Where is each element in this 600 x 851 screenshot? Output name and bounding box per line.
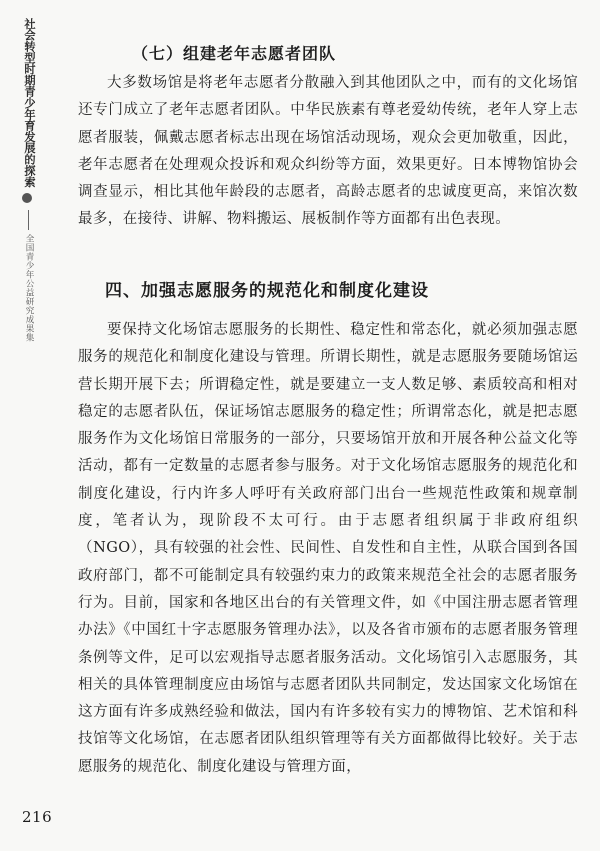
sidebar-bullet [22, 193, 32, 203]
subsection-heading: （七）组建老年志愿者团队 [132, 44, 337, 63]
sidebar-book-title: 社会转型时期青少年育发展的探索 [23, 18, 36, 188]
page-number: 216 [22, 808, 53, 826]
section-heading: 四、加强志愿服务的规范化和制度化建设 [105, 281, 429, 301]
section-paragraph: 要保持文化场馆志愿服务的长期性、稳定性和常态化，就必须加强志愿服务的规范化和制度化建设与管理。所谓长期性，就是志愿服务要随场馆运营长期开展下去；所谓稳定性，就是要建立一支人数足够、素质较高和相对稳定的志愿者队伍，保证场馆志愿服务的稳定性；所谓常态化，就是把志愿服务作为文化场馆日常服务的一部分，只要场馆开放和开展各种公益文化等活动，都有一定数量的志愿者参与服务。对于文化场馆志愿服务的规范化和制度化建设，行内许多人呼吁有关政府部门出台一些规范性政策和规章制度，笔者认为，现阶段不太可行。由于志愿者组织属于非政府组织（NGO），具有较强的社会性、民间性、自发性和自主性，从联合国到各国政府部门，都不可能制定具有较强约束力的政策来规范全社会的志愿者服务行为。目前，国家和各地区出台的有关管理文件，如《中国注册志愿者管理办法》《中国红十字志愿服务管理办法》，以及各省市颁布的志愿者服务管理条例等文件，足可以宏观指导志愿者服务活动。文化场馆引入志愿服务，其相关的具体管理制度应由场馆与志愿者团队共同制定，发达国家文化场馆在这方面有许多成熟经验和做法，国内有许多较有实力的博物馆、艺术馆和科技馆等文化场馆，在志愿者团队组织管理等有关方面都做得比较好。关于志愿服务的规范化、制度化建设与管理方面， [78, 322, 578, 775]
sidebar-collection-title: 全国青少年公益研究成果集 [24, 234, 34, 342]
subsection-paragraph: 大多数场馆是将老年志愿者分散融入到其他团队之中，而有的文化场馆还专门成立了老年志愿者团队。中华民族素有尊老爱幼传统，老年人穿上志愿者服装，佩戴志愿者标志出现在场馆活动现场，观众会更加敬重，因此，老年志愿者在处理观众投诉和观众纠纷等方面，效果更好。日本博物馆协会调查显示，相比其他年龄段的志愿者，高龄志愿者的忠诚度更高，来馆次数最多，在接待、讲解、物料搬运、展板制作等方面都有出色表现。 [78, 75, 578, 228]
sidebar-rule [28, 210, 29, 230]
